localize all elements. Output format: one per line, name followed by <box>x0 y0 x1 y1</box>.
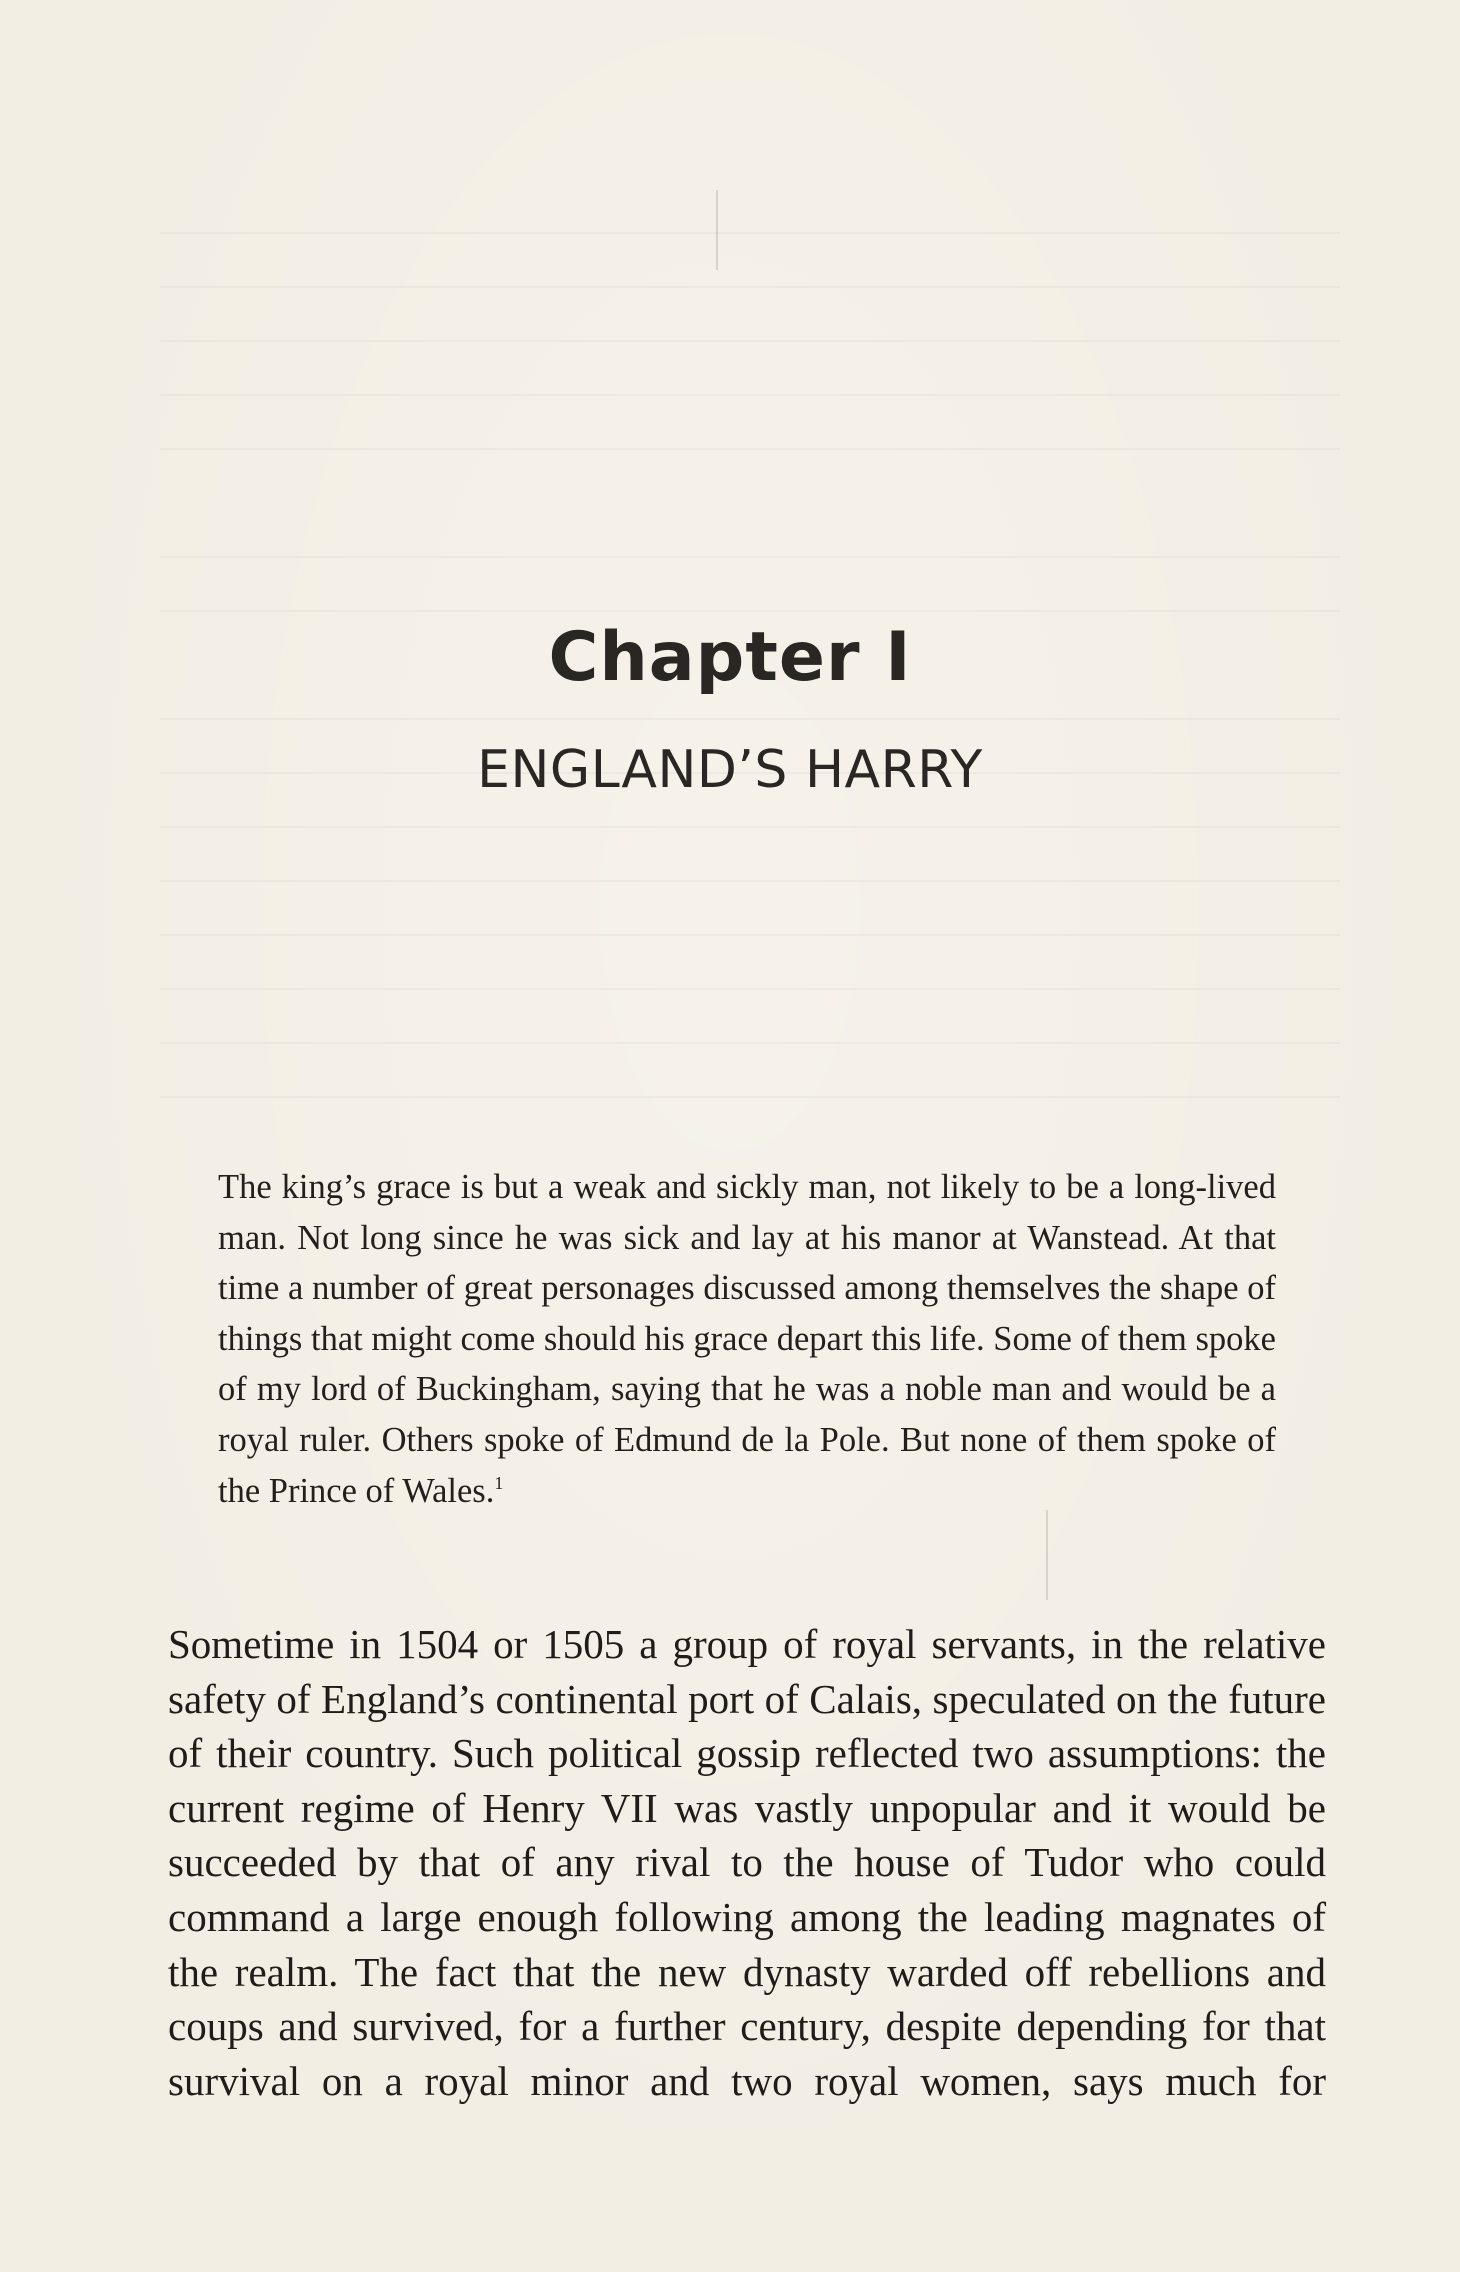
show-through-line <box>160 340 1340 342</box>
body-paragraph: Sometime in 1504 or 1505 a group of royal servants, in the relative safety of England’s continental port of Calais, speculated on the future of their country. Such political gossip reflected two assumptions: the current regime of Henry VII was vastly unpopular and it would be succeeded by that of any rival to the house of Tudor who could command a large enough following among the leading magnates of the realm. The fact that the new dynasty warded off rebellions and coups and survived, for a further century, despite depending for that survival on a royal minor and two royal women, says much for <box>168 1621 1326 2104</box>
body-text <box>168 1617 1326 2108</box>
chapter-number: Chapter I <box>548 618 912 697</box>
show-through-line <box>160 394 1340 396</box>
show-through-line <box>160 1096 1340 1098</box>
show-through-line <box>160 556 1340 558</box>
show-through-line <box>160 1042 1340 1044</box>
epigraph <box>218 1162 1276 1516</box>
chapter-title: ENGLAND’S HARRY <box>477 740 983 800</box>
show-through-line <box>160 880 1340 882</box>
scan-mark <box>716 190 718 270</box>
epigraph-quote <box>218 1162 1276 1516</box>
show-through-line <box>160 448 1340 450</box>
show-through-line <box>160 988 1340 990</box>
epigraph-text: The king’s grace is but a weak and sickly man, not likely to be a long-lived man. Not long since he was sick and lay at his manor at Wanstead. At that time a number of great personages discussed among themselves the shape of things that might come should his grace depart this life. Some of them spoke of my lord of Buckingham, saying that he was a noble man and would be a royal ruler. Others spoke of Edmund de la Pole. But none of them spoke of the Prince of Wales. <box>218 1168 1276 1510</box>
show-through-line <box>160 718 1340 720</box>
show-through-line <box>160 232 1340 234</box>
scan-mark <box>1046 1510 1048 1600</box>
show-through-line <box>160 286 1340 288</box>
show-through-line <box>160 934 1340 936</box>
show-through-line <box>160 826 1340 828</box>
footnote-marker: 1 <box>494 1472 504 1493</box>
show-through-line <box>160 610 1340 612</box>
